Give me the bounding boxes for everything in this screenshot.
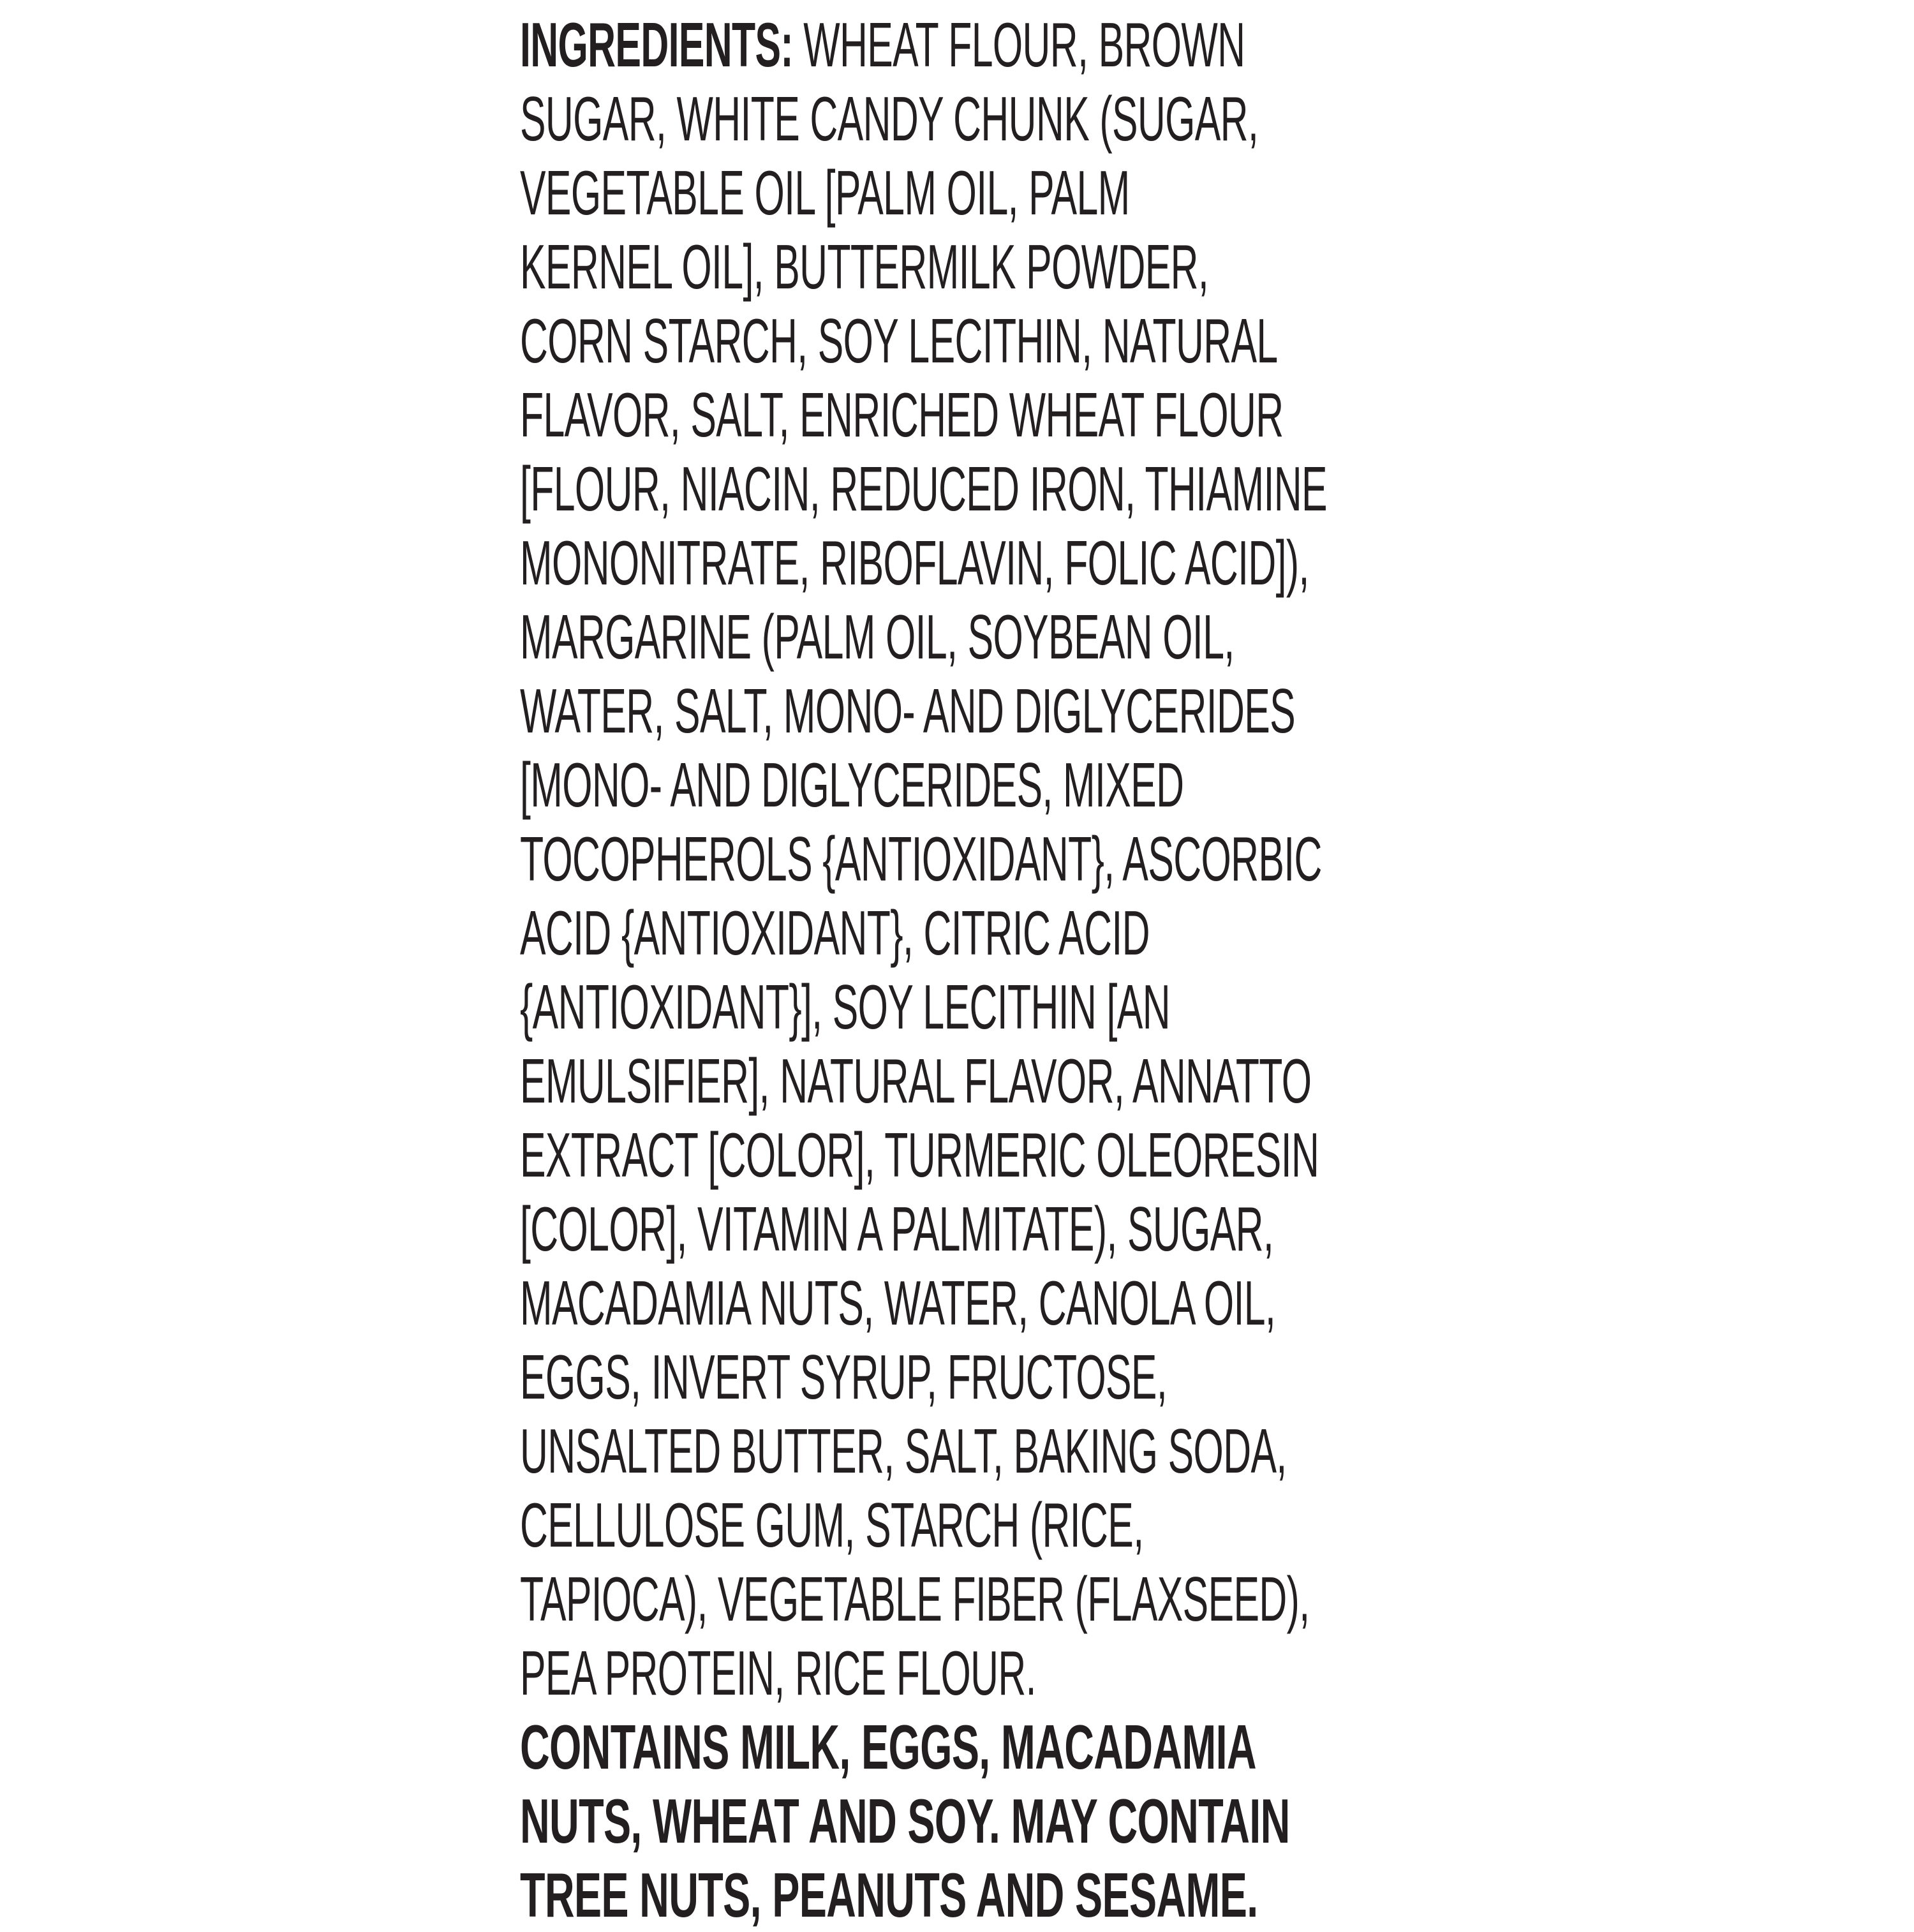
allergen-line: CONTAINS MILK, EGGS, MACADAMIA [520, 1712, 1256, 1782]
ingredients-line: PEA PROTEIN, RICE FLOUR. [520, 1638, 1036, 1708]
ingredients-line: SUGAR, WHITE CANDY CHUNK (SUGAR, [520, 84, 1259, 154]
ingredients-line: MONONITRATE, RIBOFLAVIN, FOLIC ACID]), [520, 528, 1309, 598]
allergen-line: TREE NUTS, PEANUTS AND SESAME. [520, 1860, 1258, 1930]
ingredients-line: [FLOUR, NIACIN, REDUCED IRON, THIAMINE [520, 454, 1327, 524]
allergen-line: NUTS, WHEAT AND SOY. MAY CONTAIN [520, 1786, 1290, 1856]
ingredients-line: [COLOR], VITAMIN A PALMITATE), SUGAR, [520, 1194, 1274, 1264]
ingredients-line: [MONO- AND DIGLYCERIDES, MIXED [520, 750, 1184, 820]
allergen-statement [520, 1710, 1477, 1932]
ingredients-line: TOCOPHEROLS {ANTIOXIDANT}, ASCORBIC [520, 824, 1322, 894]
ingredients-line: VEGETABLE OIL [PALM OIL, PALM [520, 158, 1130, 228]
ingredients-line: WATER, SALT, MONO- AND DIGLYCERIDES [520, 676, 1296, 746]
ingredients-line: EGGS, INVERT SYRUP, FRUCTOSE, [520, 1342, 1168, 1412]
ingredients-line: FLAVOR, SALT, ENRICHED WHEAT FLOUR [520, 380, 1284, 450]
ingredients-label [520, 8, 1477, 1932]
ingredients-list [520, 8, 1477, 1710]
ingredients-line: KERNEL OIL], BUTTERMILK POWDER, [520, 232, 1209, 302]
ingredients-line [520, 8, 1245, 82]
ingredients-line: TAPIOCA), VEGETABLE FIBER (FLAXSEED), [520, 1564, 1310, 1634]
ingredients-heading: INGREDIENTS: [520, 10, 794, 80]
ingredients-line-text: WHEAT FLOUR, BROWN [793, 10, 1245, 80]
ingredients-line: UNSALTED BUTTER, SALT, BAKING SODA, [520, 1416, 1287, 1486]
ingredients-line: CORN STARCH, SOY LECITHIN, NATURAL [520, 306, 1278, 376]
ingredients-line: EXTRACT [COLOR], TURMERIC OLEORESIN [520, 1120, 1319, 1190]
ingredients-line: ACID {ANTIOXIDANT}, CITRIC ACID [520, 898, 1150, 968]
ingredients-line: MARGARINE (PALM OIL, SOYBEAN OIL, [520, 602, 1235, 672]
ingredients-line: EMULSIFIER], NATURAL FLAVOR, ANNATTO [520, 1046, 1312, 1116]
ingredients-line: CELLULOSE GUM, STARCH (RICE, [520, 1490, 1144, 1560]
ingredients-line: {ANTIOXIDANT}], SOY LECITHIN [AN [520, 972, 1170, 1042]
ingredients-line: MACADAMIA NUTS, WATER, CANOLA OIL, [520, 1268, 1276, 1338]
